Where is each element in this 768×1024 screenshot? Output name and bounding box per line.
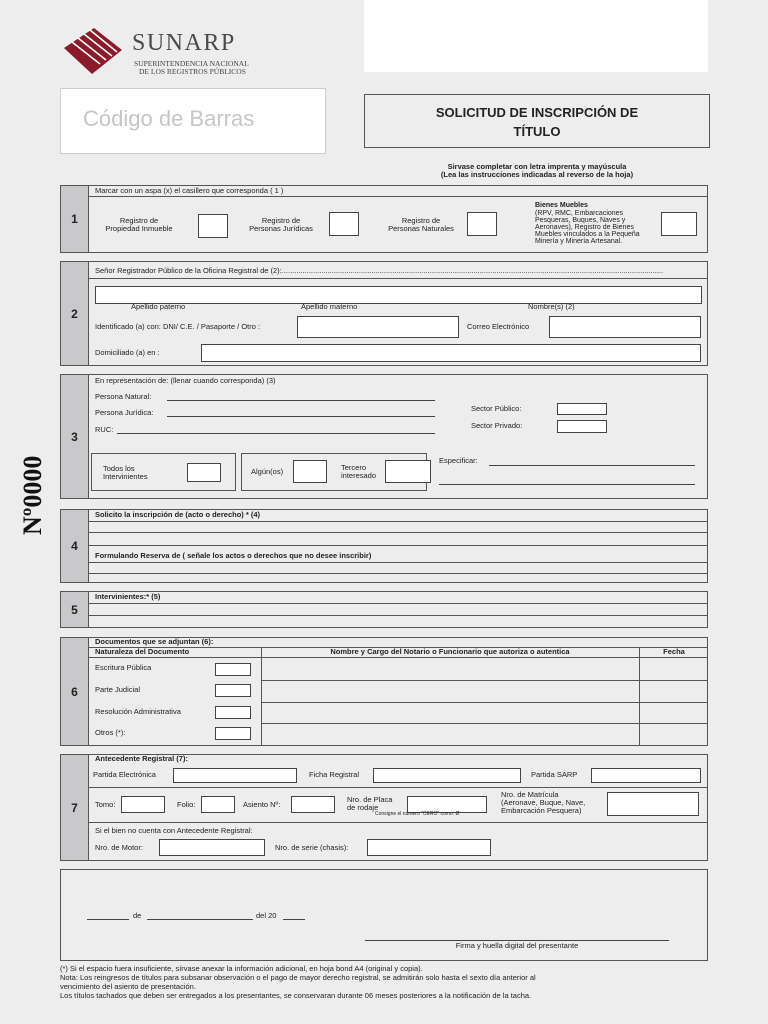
sunarp-logo xyxy=(60,26,124,76)
field-label: Embarcación Pesquera) xyxy=(501,806,582,815)
field-label: Todos los xyxy=(103,464,135,473)
field-label: Persona Natural: xyxy=(95,392,152,401)
folio-input[interactable] xyxy=(201,796,235,813)
logo-title: SUNARP xyxy=(132,30,236,56)
section-6 xyxy=(60,637,708,746)
field-label: Sector Privado: xyxy=(471,421,523,430)
doc-checkbox-resolucion[interactable] xyxy=(215,706,251,719)
field-label: Apellido materno xyxy=(301,302,358,311)
col-header-fecha: Fecha xyxy=(663,647,685,656)
field-label: Nro. de Matrícula xyxy=(501,790,559,799)
field-label: de rodaje xyxy=(347,803,379,812)
form-title-box xyxy=(364,94,710,148)
serie-input[interactable] xyxy=(367,839,491,856)
field-label: Algún(os) xyxy=(251,467,284,476)
doc-row-label: Escritura Pública xyxy=(95,663,152,672)
partida-electronica-input[interactable] xyxy=(173,768,297,783)
field-label: Si el bien no cuenta con Antecedente Registral: xyxy=(95,826,253,835)
section-number: 6 xyxy=(61,638,89,745)
section-2 xyxy=(60,261,708,366)
section-number: 7 xyxy=(61,755,89,860)
sector-publico-checkbox[interactable] xyxy=(557,403,607,415)
field-label: Domiciliado (a) en : xyxy=(95,348,160,357)
serial-number: Nº0000 xyxy=(18,455,47,535)
name-input[interactable] xyxy=(95,286,702,304)
opt-label: Muebles vinculados a la Pequeña xyxy=(535,231,640,238)
section-number: 3 xyxy=(61,375,89,498)
field-label: Nro. de Motor: xyxy=(95,843,143,852)
reserva-heading: Formulando Reserva de ( señale los actos o derechos que no desee inscribir) xyxy=(95,551,372,560)
opt-label: Propiedad Inmueble xyxy=(105,224,173,233)
signature-label: Firma y huella digital del presentante xyxy=(455,941,579,950)
opt-label: Personas Naturales xyxy=(388,224,454,233)
field-label: Asiento Nº: xyxy=(243,800,281,809)
section-number: 2 xyxy=(61,262,89,365)
field-label: Partida Electrónica xyxy=(93,770,156,779)
checkbox-personas-naturales[interactable] xyxy=(467,212,497,236)
doc-row-label: Parte Judicial xyxy=(95,685,141,694)
persona-juridica-line[interactable] xyxy=(167,416,435,417)
checkbox-bienes-muebles[interactable] xyxy=(661,212,697,236)
section-4 xyxy=(60,509,708,583)
doc-checkbox-otros[interactable] xyxy=(215,727,251,740)
section-number: 4 xyxy=(61,510,89,582)
opt-label: (RPV, RMC, Embarcaciones xyxy=(535,210,624,217)
section-number: 5 xyxy=(61,592,89,627)
address-input[interactable] xyxy=(201,344,701,362)
asiento-input[interactable] xyxy=(291,796,335,813)
checkbox-propiedad-inmueble[interactable] xyxy=(198,214,228,238)
field-label: Identificado (a) con: DNI/ C.E. / Pasaporte / Otro : xyxy=(95,322,261,331)
matricula-input[interactable] xyxy=(607,792,699,816)
section-1 xyxy=(60,185,708,253)
section-heading: Solicito la inscripción de (acto o derecho) * (4) xyxy=(95,510,261,519)
partida-sarp-input[interactable] xyxy=(591,768,701,783)
section-7 xyxy=(60,754,708,861)
footer-line-3: vencimiento del asiento de presentación. xyxy=(60,982,196,991)
month-line[interactable] xyxy=(147,919,253,920)
field-label: Nombre(s) (2) xyxy=(528,302,575,311)
top-right-blank xyxy=(364,0,708,72)
doc-row-label: Resolución Administrativa xyxy=(95,707,181,716)
opt-label: Bienes Muebles xyxy=(535,202,588,209)
signature-area xyxy=(60,869,708,961)
field-label: Tomo: xyxy=(95,800,116,809)
field-label: Ficha Registral xyxy=(309,770,360,779)
field-label: Nro. de Placa xyxy=(347,795,393,804)
col-header-naturaleza: Naturaleza del Documento xyxy=(95,647,190,656)
section-number: 1 xyxy=(61,186,89,252)
tercero-checkbox[interactable] xyxy=(385,460,431,483)
date-label: del 20 xyxy=(256,911,277,920)
opt-label: Registro de xyxy=(401,216,441,225)
opt-label: Registro de xyxy=(119,216,159,225)
field-label: (Aeronave, Buque, Nave, xyxy=(501,798,586,807)
form-title-line1: SOLICITUD DE INSCRIPCIÓN DE xyxy=(435,105,639,120)
field-label: Partida SARP xyxy=(531,770,578,779)
section-heading: Documentos que se adjuntan (6): xyxy=(95,637,214,646)
alguno-checkbox[interactable] xyxy=(293,460,327,483)
tomo-input[interactable] xyxy=(121,796,165,813)
field-label: Folio: xyxy=(177,800,196,809)
footer-line-2: Nota: Los reingresos de títulos para subsanar observación o el pago de mayor derecho registral, se admitirán solo hasta el sexto día anterior al xyxy=(60,973,536,982)
barcode-label: Código de Barras xyxy=(83,106,255,131)
sector-privado-checkbox[interactable] xyxy=(557,420,607,433)
section-5 xyxy=(60,591,708,628)
section-heading: Marcar con un aspa (x) el casillero que corresponda ( 1 ) xyxy=(95,186,284,195)
section-heading: En representación de: (llenar cuando corresponda) (3) xyxy=(95,376,276,385)
field-label: Apellido paterno xyxy=(131,302,186,311)
field-label: Correo Electrónico xyxy=(467,322,530,331)
section-heading: Antecedente Registral (7): xyxy=(95,754,188,763)
opt-label: Pesqueras, Buques, Naves y xyxy=(535,217,626,224)
doc-row-label: Otros (*): xyxy=(95,728,126,737)
field-label: RUC: xyxy=(95,425,114,434)
field-label: interesado xyxy=(341,471,377,480)
opt-label: Minería y Minería Artesanal. xyxy=(535,238,623,245)
field-label: Tercero xyxy=(341,463,367,472)
field-label: Nro. de serie (chasis): xyxy=(275,843,349,852)
footer-line-4: Los títulos tachados que deben ser entregados a los presentantes, se conservaran durante 06 meses posteriores a la notificación de la tacha. xyxy=(60,991,532,1000)
instructions-1: Sirvase completar con letra imprenta y mayúscula xyxy=(447,162,627,171)
doc-checkbox-escritura[interactable] xyxy=(215,663,251,676)
section-heading: Señor Registrador Público de la Oficina Registral de (2):....................................................................................................................................................................................... xyxy=(95,267,664,275)
doc-checkbox-judicial[interactable] xyxy=(215,684,251,697)
logo-subtitle-1: SUPERINTENDENCIA NACIONAL xyxy=(134,59,249,68)
date-label: de xyxy=(133,911,142,920)
cero-note: Consigne el número "CERO" como: Ø xyxy=(375,811,460,817)
footer-line-1: (*) Si el espacio fuera insuficiente, sírvase anexar la información adicional, en hoja bond A4 (original y copia). xyxy=(60,964,423,973)
opt-label: Aeronaves), Registro de Bienes xyxy=(535,224,634,231)
field-label: Especificar: xyxy=(439,456,478,465)
year-line[interactable] xyxy=(283,919,305,920)
especificar-line-1[interactable] xyxy=(489,465,695,466)
section-3 xyxy=(60,374,708,499)
section-heading: Intervinientes:* (5) xyxy=(95,592,161,601)
field-label: Intervinientes xyxy=(103,472,148,481)
barcode-box xyxy=(60,88,326,154)
sunarp-logo-icon xyxy=(60,26,124,76)
id-document-input[interactable] xyxy=(297,316,459,338)
opt-label: Personas Jurídicas xyxy=(249,224,313,233)
opt-label: Registro de xyxy=(261,216,301,225)
motor-input[interactable] xyxy=(159,839,265,856)
ruc-line[interactable] xyxy=(117,433,435,434)
col-header-notario: Nombre y Cargo del Notario o Funcionario que autoriza o autentica xyxy=(330,647,570,656)
instructions-2: (Lea las instrucciones indicadas al reverso de la hoja) xyxy=(440,170,634,179)
todos-checkbox[interactable] xyxy=(187,463,221,482)
field-label: Sector Público: xyxy=(471,404,522,413)
email-input[interactable] xyxy=(549,316,701,338)
ficha-registral-input[interactable] xyxy=(373,768,521,783)
form-title-line2: TÍTULO xyxy=(513,124,561,139)
field-label: Persona Jurídica: xyxy=(95,408,154,417)
checkbox-personas-juridicas[interactable] xyxy=(329,212,359,236)
logo-subtitle-2: DE LOS REGISTROS PÚBLICOS xyxy=(139,67,246,76)
persona-natural-line[interactable] xyxy=(167,400,435,401)
day-line[interactable] xyxy=(87,919,129,920)
especificar-line-2[interactable] xyxy=(439,484,695,485)
